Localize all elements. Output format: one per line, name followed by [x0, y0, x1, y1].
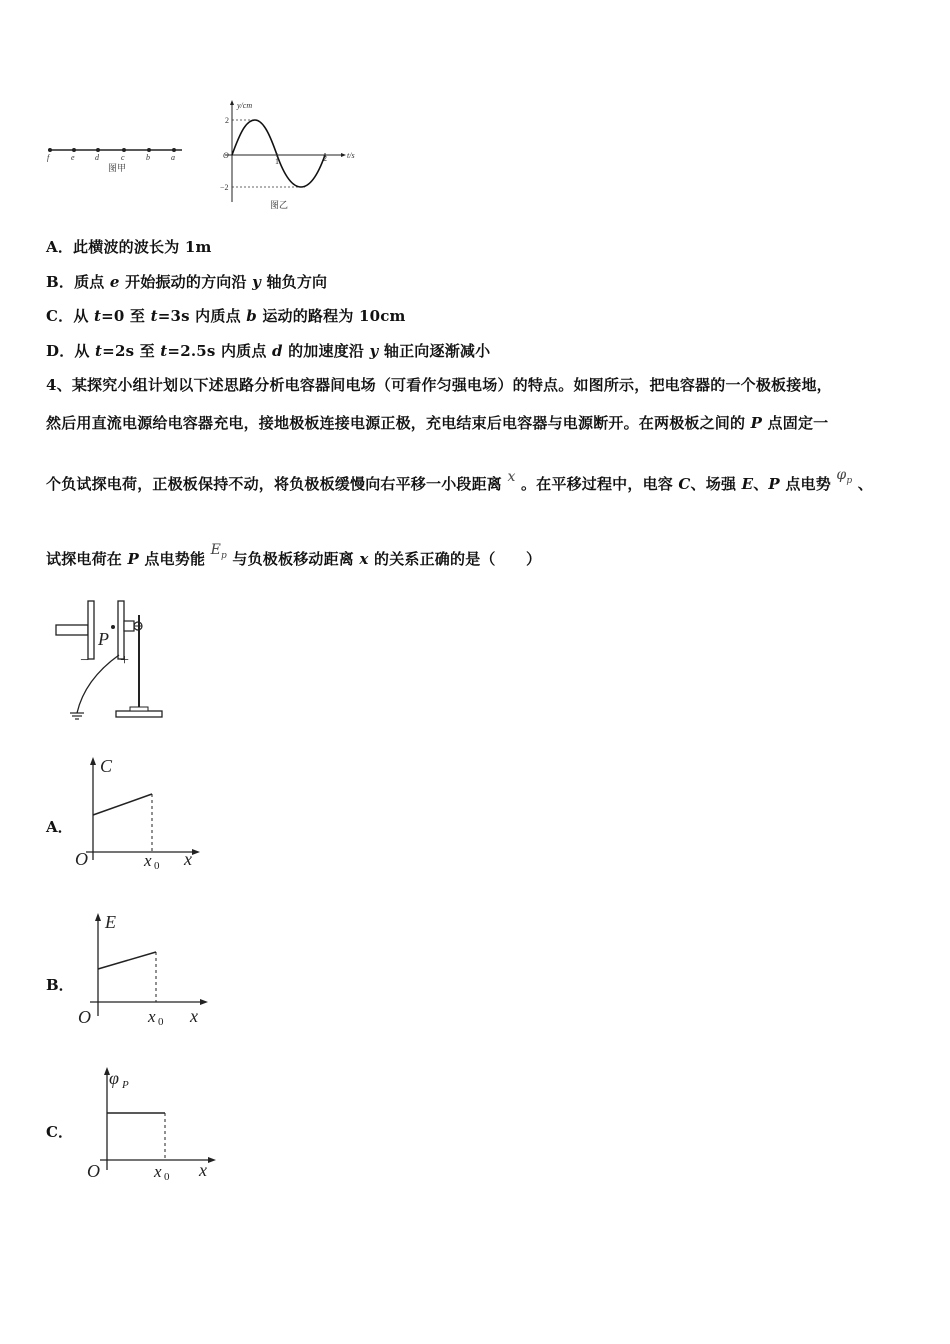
x-tick-1: 1: [275, 157, 279, 166]
q4-text-3b: 。在平移过程中，电容: [515, 475, 679, 493]
y-tick-neg2: −2: [220, 183, 229, 192]
option-d-text-3: =2.5s 内质点: [167, 342, 272, 360]
graph-c-phi-vs-x: [80, 1062, 225, 1187]
option-c-text-1: C．从: [46, 307, 94, 325]
var-t: t: [93, 307, 102, 325]
var-t: t: [95, 342, 103, 360]
graph-c-x-label: x: [199, 1160, 207, 1180]
plus-sign: +: [120, 652, 130, 669]
point-f: f: [47, 153, 50, 162]
option-b-label: B．: [46, 976, 74, 994]
phi-subscript: p: [846, 475, 853, 486]
minus-sign: −: [80, 652, 90, 669]
option-c-text-4: 运动的路程为 10cm: [256, 307, 406, 325]
graph-b-e-vs-x: [70, 908, 215, 1033]
var-p: P: [768, 475, 780, 493]
capacitor-apparatus: [50, 595, 170, 725]
var-x: x: [359, 550, 369, 568]
graph-c-x0: x: [154, 1162, 162, 1181]
q4-text-3a: 个负试探电荷，正极板保持不动，将负极板缓慢向右平移一小段距离: [46, 475, 508, 493]
option-a-label: A．: [46, 818, 73, 836]
q4-text-3f: 、: [753, 475, 769, 493]
var-p: P: [750, 414, 763, 432]
q4-line-2: [46, 412, 828, 433]
y-tick-2: 2: [225, 116, 229, 125]
point-c: c: [121, 153, 125, 162]
point-d: d: [95, 153, 99, 162]
x-tick-2: 2: [323, 154, 327, 163]
option-d-text-5: 轴正向逐渐减小: [378, 342, 491, 360]
graph-a-y-label: C: [100, 756, 113, 776]
q4-text-4a: 试探电荷在: [46, 550, 128, 568]
option-c-label: C．: [46, 1123, 73, 1141]
q4-text-2b: 点固定一: [762, 414, 829, 432]
figure-jia: [40, 135, 190, 180]
var-b: b: [246, 307, 257, 325]
q4-line-4: [46, 542, 542, 571]
graph-b-origin: O: [78, 1007, 91, 1027]
ep-subscript: p: [221, 550, 227, 561]
point-a: a: [171, 153, 175, 162]
option-c-text-2: =0 至: [101, 307, 151, 325]
var-t: t: [160, 342, 168, 360]
caption-yi: 图乙: [270, 200, 289, 210]
var-e: e: [109, 273, 120, 291]
graph-b-x-label: x: [190, 1006, 198, 1026]
origin-label: O: [223, 151, 229, 160]
figure-yi: [215, 98, 365, 213]
graph-b-y-label: E: [105, 912, 116, 932]
y-axis-label: y/cm: [237, 101, 253, 110]
option-b-text-2: 开始振动的方向沿: [119, 273, 253, 291]
option-c-q3: [46, 305, 406, 326]
point-b: b: [146, 153, 150, 162]
q4-text-4c: 与负极板移动距离: [226, 550, 360, 568]
option-b-text-1: B．质点: [46, 273, 110, 291]
var-t: t: [150, 307, 158, 325]
graph-b-x0-sub: 0: [158, 1016, 164, 1028]
graph-a-origin: O: [75, 849, 88, 869]
q4-text-3h: 、: [852, 475, 873, 493]
q4-text-4d: 的关系正确的是（ ）: [368, 550, 542, 568]
q4-text-3d: 、场强: [690, 475, 742, 493]
x-axis-label: t/s: [347, 151, 355, 160]
var-y: y: [252, 273, 262, 291]
q4-line-3: [46, 467, 873, 496]
point-p-label: P: [98, 629, 109, 649]
graph-c-y-label: φ: [109, 1068, 119, 1088]
q4-line-1: [46, 374, 832, 395]
graph-c-x0-sub: 0: [164, 1171, 170, 1183]
var-c: C: [678, 475, 691, 493]
option-b-q3: [46, 271, 327, 292]
q4-text-4b: 点电势能: [138, 550, 211, 568]
graph-a-x0-sub: 0: [154, 860, 160, 872]
q4-text-2a: 然后用直流电源给电容器充电，接地极板连接电源正极，充电结束后电容器与电源断开。在两极板之间的: [46, 414, 751, 432]
graph-b-x0: x: [148, 1007, 156, 1026]
option-d-text-4: 的加速度沿: [282, 342, 370, 360]
graph-a-c-vs-x: [66, 752, 206, 877]
point-e: e: [71, 153, 75, 162]
q4-text-3g: 点电势: [779, 475, 837, 493]
graph-c-origin: O: [87, 1161, 100, 1181]
graph-a-x-label: x: [184, 849, 192, 869]
ep-symbol: E: [210, 542, 221, 558]
option-c-text-3: =3s 内质点: [157, 307, 247, 325]
var-e-field: E: [741, 475, 754, 493]
option-d-text-2: =2s 至: [102, 342, 161, 360]
var-x-symbol: x: [507, 469, 516, 485]
option-a-text: A．此横波的波长为 1m: [46, 238, 212, 256]
option-b-text-3: 轴负方向: [261, 273, 328, 291]
phi-symbol: φ: [836, 467, 847, 483]
graph-a-x0: x: [144, 851, 152, 870]
option-d-text-1: D．从: [46, 342, 96, 360]
var-d: d: [271, 342, 283, 360]
option-d-q3: [46, 340, 490, 361]
graph-c-y-sub: P: [122, 1079, 129, 1091]
option-a-q3: [46, 236, 212, 257]
q4-text-1: 4、某探究小组计划以下述思路分析电容器间电场（可看作匀强电场）的特点。如图所示，把电容器的一个极板接地，: [46, 376, 832, 394]
var-y: y: [369, 342, 379, 360]
var-p: P: [127, 550, 139, 568]
caption-jia: 图甲: [108, 163, 127, 173]
